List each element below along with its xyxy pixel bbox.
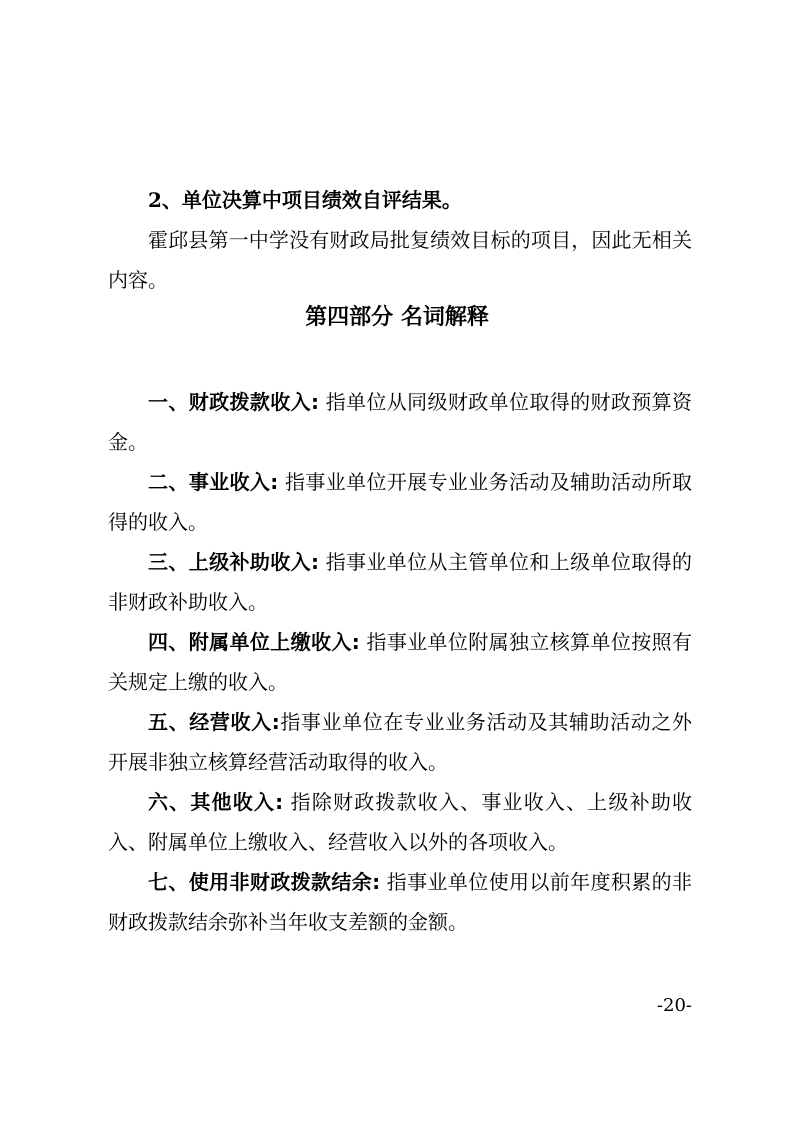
definition-1 <box>108 382 692 462</box>
definition-2 <box>108 462 692 542</box>
definition-4 <box>108 622 692 702</box>
definition-term: 一、财政拨款收入: <box>148 390 319 414</box>
definition-text: 指事业单位附属独立核算单位按照有关规定上缴的收入。 <box>108 630 693 694</box>
definition-term: 四、附属单位上缴收入: <box>148 630 360 654</box>
definition-5 <box>108 702 692 782</box>
definition-term: 三、上级补助收入: <box>148 550 319 574</box>
definition-text: 指事业单位开展专业业务活动及辅助活动所取得的收入。 <box>108 470 693 534</box>
definition-text: 指除财政拨款收入、事业收入、上级补助收入、附属单位上缴收入、经营收入以外的各项收入。 <box>108 790 693 854</box>
definition-term: 六、其他收入: <box>148 790 284 814</box>
page-number: -20- <box>656 995 692 1016</box>
definition-term: 七、使用非财政拨款结余: <box>148 870 381 894</box>
definition-term: 二、事业收入: <box>148 470 279 494</box>
definition-term: 五、经营收入: <box>148 710 280 734</box>
definition-text: 指事业单位在专业业务活动及其辅助活动之外开展非独立核算经营活动取得的收入。 <box>108 710 693 774</box>
definition-6 <box>108 782 692 862</box>
definition-3 <box>108 542 692 622</box>
definition-text: 指事业单位从主管单位和上级单位取得的非财政补助收入。 <box>108 550 693 614</box>
definition-7 <box>108 862 692 942</box>
sub-heading: 2、单位决算中项目绩效自评结果。 <box>148 188 462 212</box>
definition-text: 指事业单位使用以前年度积累的非财政拨款结余弥补当年收支差额的金额。 <box>108 870 692 934</box>
sub-paragraph: 霍邱县第一中学没有财政局批复绩效目标的项目，因此无相关内容。 <box>108 228 692 292</box>
section-title: 第四部分 名词解释 <box>305 305 489 330</box>
definition-text: 指单位从同级财政单位取得的财政预算资金。 <box>108 390 693 454</box>
